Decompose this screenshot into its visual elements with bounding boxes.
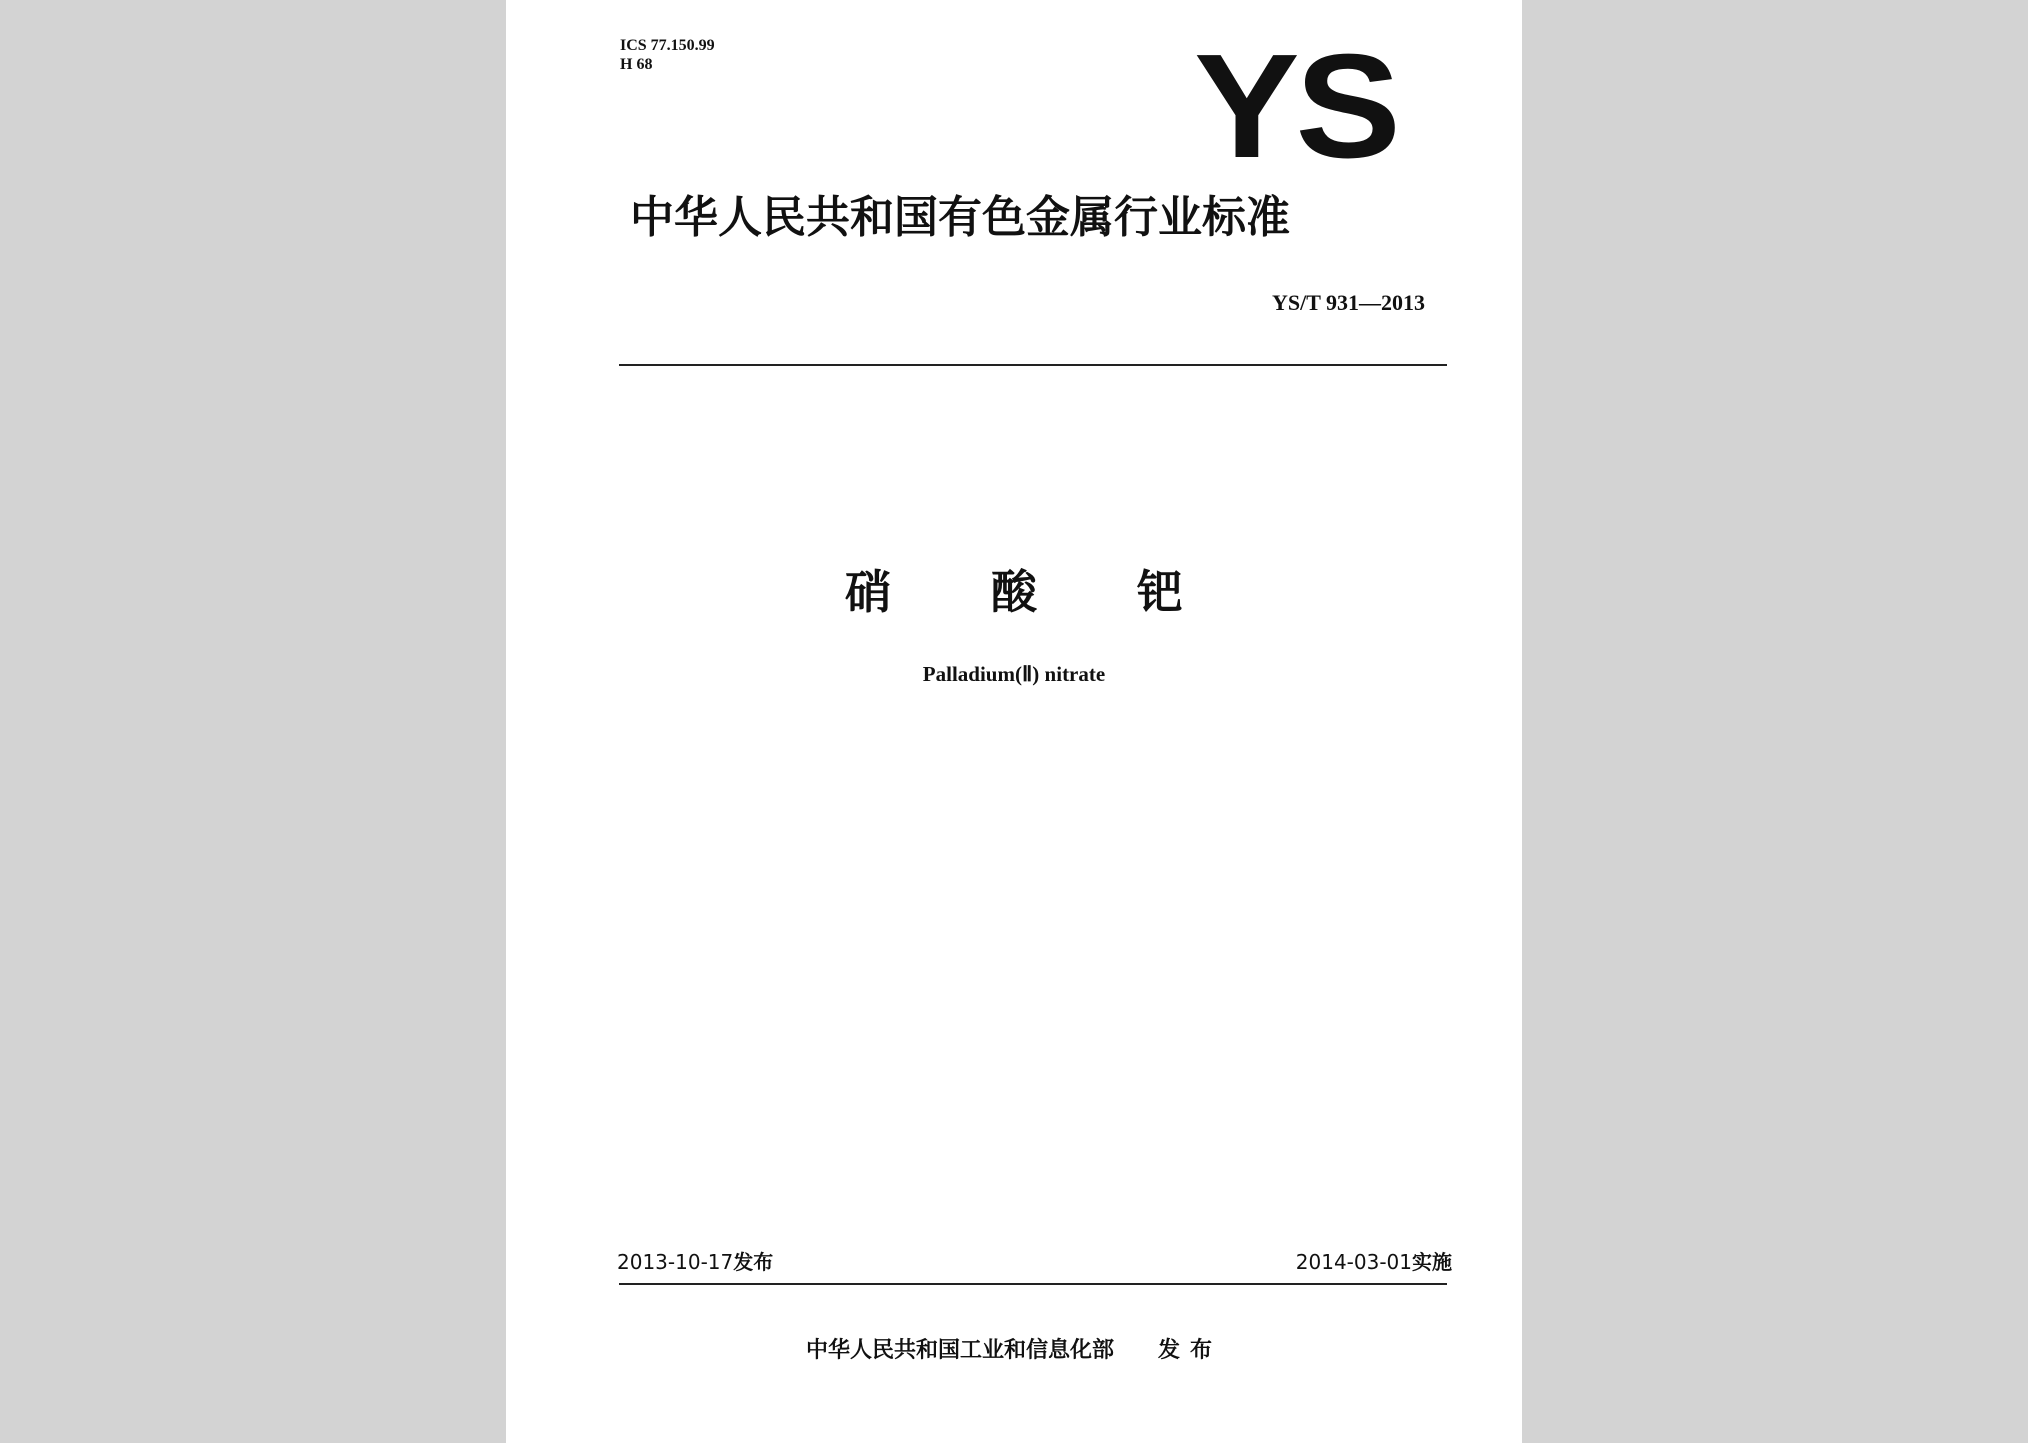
document-title-en: Palladium(Ⅱ) nitrate [922,662,1106,686]
document-title-cn: 硝酸钯 [845,565,1283,619]
implement-date-line [1296,1249,1452,1275]
issue-date-line [617,1249,773,1275]
standard-number: YS/T 931—2013 [1271,290,1425,315]
implement-label: 实施 [1412,1250,1452,1274]
issuer-line [506,1337,1522,1365]
header-divider [619,364,1447,366]
implement-date: 2014-03-01 [1295,1250,1412,1274]
ccs-code: H 68 [620,56,653,73]
document-page [506,0,1522,1443]
issue-label: 发布 [733,1250,774,1274]
ics-code: ICS 77.150.99 [620,37,715,54]
ys-logo: YS [1194,24,1397,189]
issue-date: 2013-10-17 [617,1250,734,1274]
issuer-name: 中华人民共和国工业和信息化部 [805,1338,1114,1363]
footer-divider [619,1283,1447,1285]
standard-category-title: 中华人民共和国有色金属行业标准 [630,192,1290,243]
issuer-action: 发布 [1158,1338,1223,1363]
